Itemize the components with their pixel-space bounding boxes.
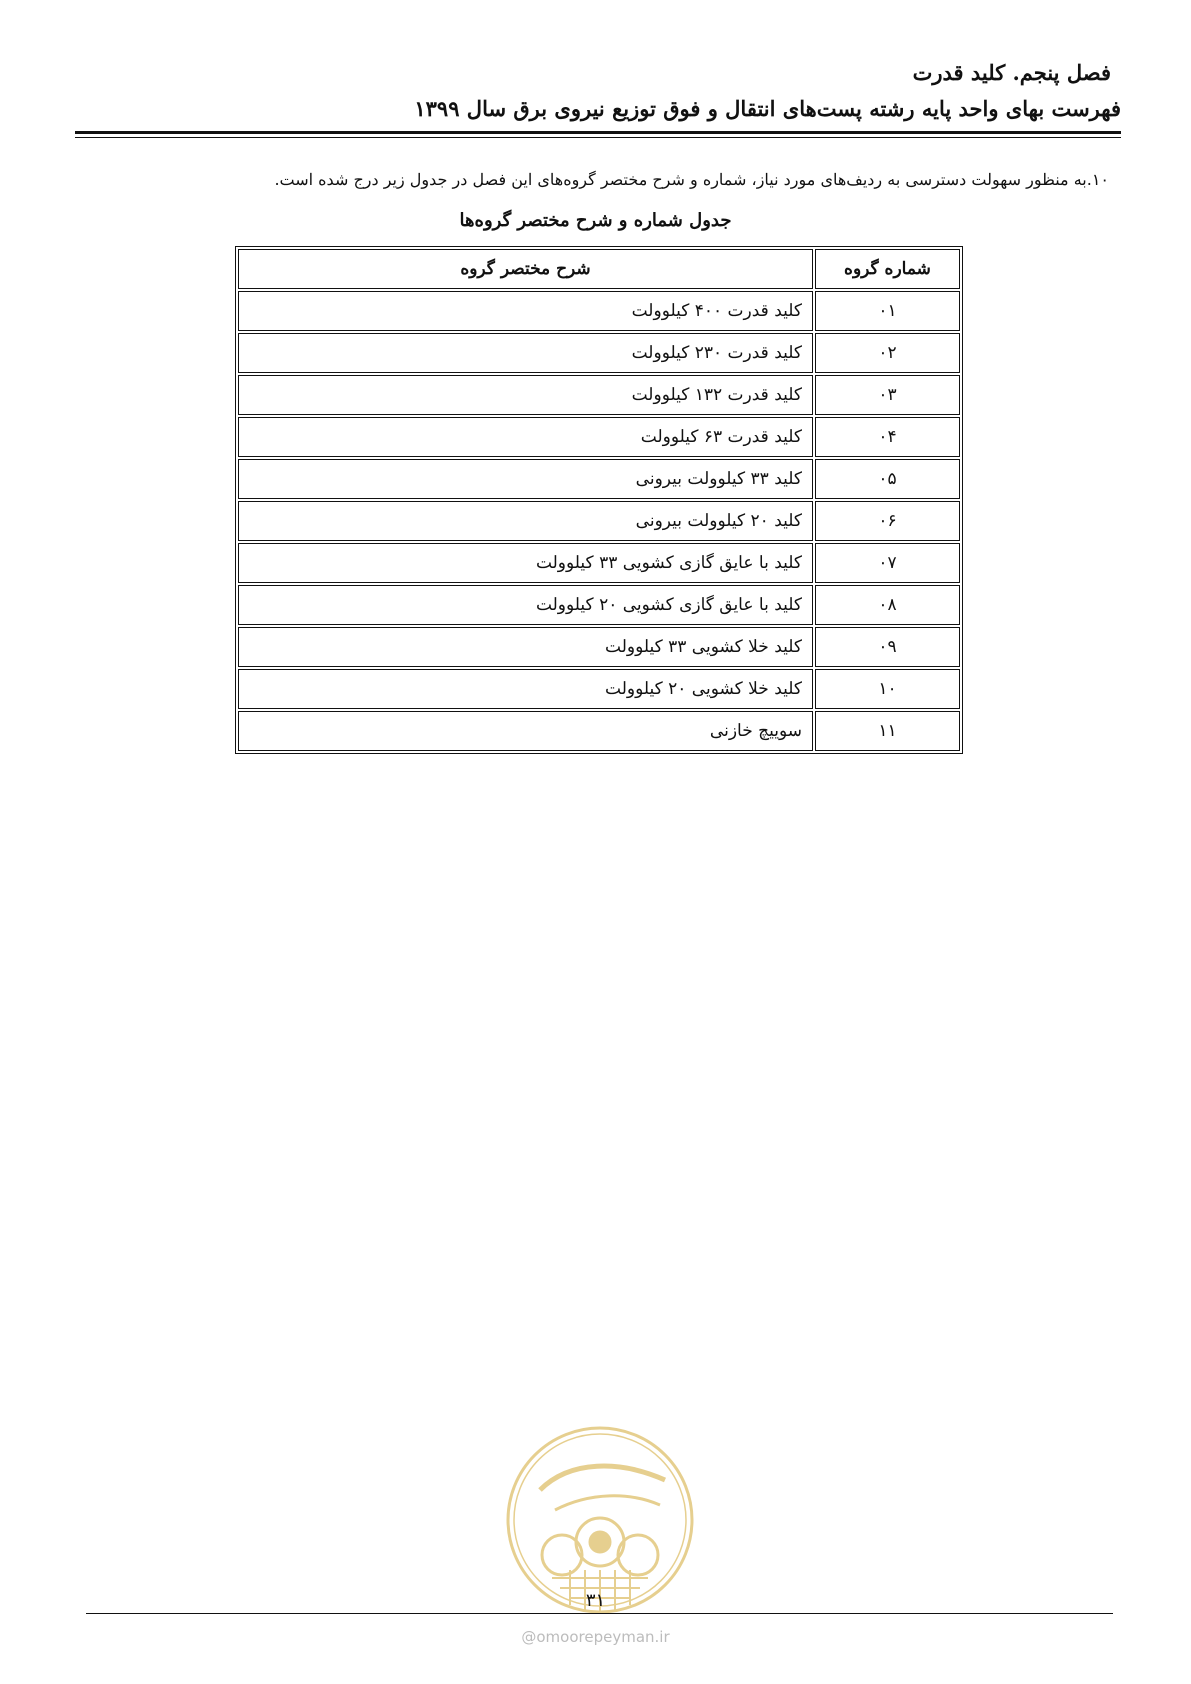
price-list-title: فهرست بهای واحد پایه رشته پست‌های انتقال و فوق توزیع نیروی برق سال ۱۳۹۹ xyxy=(414,96,1121,121)
group-description: کلید قدرت ۴۰۰ کیلوولت xyxy=(238,291,813,331)
header-group-number: شماره گروه xyxy=(815,249,960,289)
group-number: ۰۳ xyxy=(815,375,960,415)
group-description: کلید خلا کشویی ۳۳ کیلوولت xyxy=(238,627,813,667)
table-header-row xyxy=(238,249,960,289)
table-row xyxy=(238,711,960,751)
group-number: ۱۱ xyxy=(815,711,960,751)
group-number: ۰۱ xyxy=(815,291,960,331)
group-description: کلید ۳۳ کیلوولت بیرونی xyxy=(238,459,813,499)
table-row xyxy=(238,291,960,331)
table-row xyxy=(238,501,960,541)
group-number: ۰۲ xyxy=(815,333,960,373)
group-description: کلید ۲۰ کیلوولت بیرونی xyxy=(238,501,813,541)
header-group-description: شرح مختصر گروه xyxy=(238,249,813,289)
table-row xyxy=(238,333,960,373)
watermark-url: @omoorepeyman.ir xyxy=(521,1628,670,1646)
group-number: ۰۵ xyxy=(815,459,960,499)
table-row xyxy=(238,375,960,415)
table-row xyxy=(238,585,960,625)
group-number: ۰۷ xyxy=(815,543,960,583)
chapter-title: فصل پنجم. کلید قدرت xyxy=(912,60,1111,85)
header-rule-thick xyxy=(75,131,1121,134)
table-row xyxy=(238,669,960,709)
group-description: کلید قدرت ۱۳۲ کیلوولت xyxy=(238,375,813,415)
groups-table xyxy=(235,246,963,754)
footer-rule xyxy=(86,1613,1113,1614)
group-description: کلید قدرت ۲۳۰ کیلوولت xyxy=(238,333,813,373)
table-row xyxy=(238,627,960,667)
group-number: ۰۹ xyxy=(815,627,960,667)
group-number: ۰۶ xyxy=(815,501,960,541)
group-description: کلید با عایق گازی کشویی ۳۳ کیلوولت xyxy=(238,543,813,583)
group-description: سوییچ خازنی xyxy=(238,711,813,751)
group-description: کلید خلا کشویی ۲۰ کیلوولت xyxy=(238,669,813,709)
group-number: ۰۸ xyxy=(815,585,960,625)
group-description: کلید با عایق گازی کشویی ۲۰ کیلوولت xyxy=(238,585,813,625)
intro-paragraph: ۱۰.به منظور سهولت دسترسی به ردیف‌های مورد نیاز، شماره و شرح مختصر گروه‌های این فصل در جدول زیر درج شده است. xyxy=(274,170,1109,189)
table-caption: جدول شماره و شرح مختصر گروه‌ها xyxy=(459,210,732,231)
header-rule-thin xyxy=(75,137,1121,138)
page-number: ۳۱ xyxy=(585,1590,606,1611)
table-row xyxy=(238,417,960,457)
table-row xyxy=(238,459,960,499)
group-number: ۰۴ xyxy=(815,417,960,457)
group-description: کلید قدرت ۶۳ کیلوولت xyxy=(238,417,813,457)
table-row xyxy=(238,543,960,583)
group-number: ۱۰ xyxy=(815,669,960,709)
